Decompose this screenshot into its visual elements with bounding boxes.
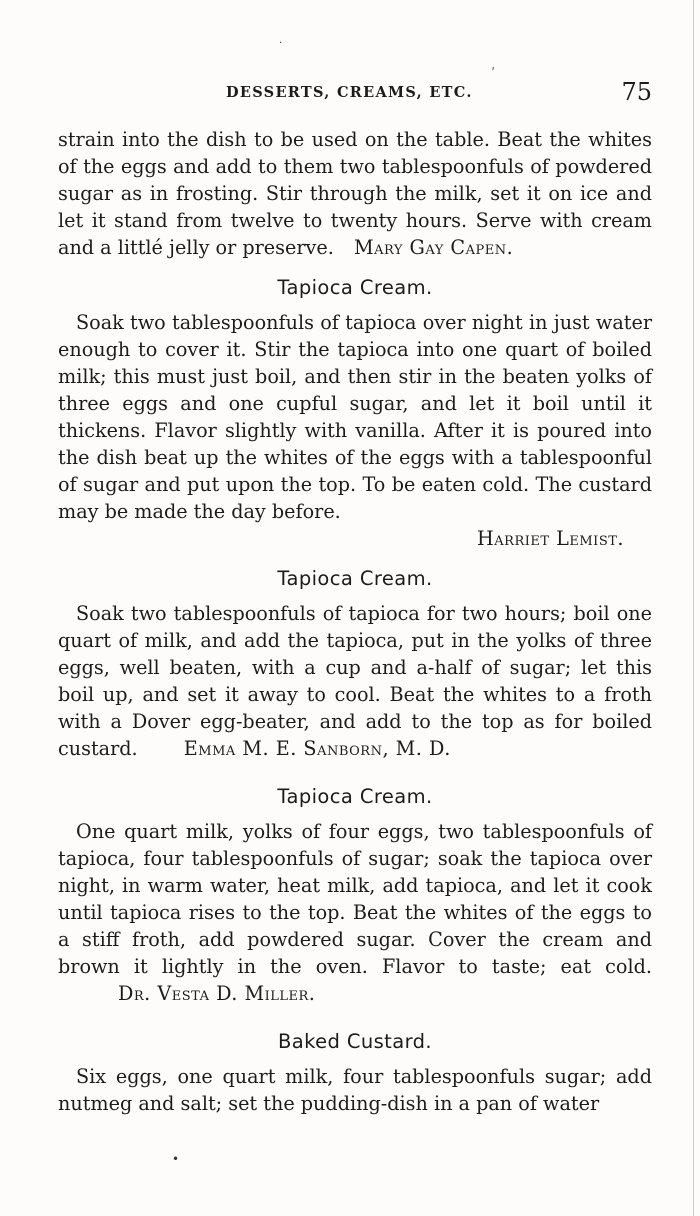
print-speck: ´ [488, 65, 503, 83]
intro-paragraph [58, 126, 652, 261]
recipe-author-line [58, 525, 652, 552]
recipe-title: Baked Custard. [277, 1030, 433, 1053]
recipe-text: Six eggs, one quart milk, four tablespoonfuls sugar; add nutmeg and salt; set the pudding-dish in a pan of water [58, 1065, 652, 1115]
recipe-author: Harriet Lemist. [477, 527, 624, 550]
intro-text: strain into the dish to be used on the table. Beat the whites of the eggs and add to them two tablespoonfuls of powdered sugar as in frosting. Stir through the milk, set it on ice and let it stand from twelve to twenty hours. Serve with cream and a littlé jelly or preserve. [58, 128, 652, 259]
intro-author: Mary Gay Capen. [353, 236, 514, 259]
recipe-text: One quart milk, yolks of four eggs, two tablespoonfuls of tapioca, four tablespoonfuls of sugar; soak the tapioca over night, in warm water, heat milk, add tapioca, and let it cook until tapioca rises to the top. Beat the whites of the eggs to a stiff froth, add powdered sugar. Cover the cream and brown it lightly in the oven. Flavor to taste; eat cold. [58, 820, 652, 978]
page-body [58, 126, 652, 1117]
page-number: 75 [621, 78, 652, 106]
recipe-title: Tapioca Cream. [277, 276, 433, 299]
recipe-paragraph [58, 600, 652, 762]
print-speck: • [172, 1152, 180, 1166]
recipe-title: Tapioca Cream. [277, 567, 433, 590]
page-header [60, 78, 656, 112]
print-speck: · [279, 38, 283, 49]
recipe-text: Soak two tablespoonfuls of tapioca over night in just water enough to cover it. Stir the tapioca into one quart of boiled milk; this must just boil, and then stir in the beaten yolks of three eggs and one cupful sugar, and let it boil until it thickens. Flavor slightly with vanilla. After it is poured into the dish beat up the whites of the eggs with a tablespoonful of sugar and put upon the top. To be eaten cold. The custard may be made the day before. [58, 311, 652, 523]
running-head: DESSERTS, CREAMS, ETC. [226, 84, 473, 101]
recipe-paragraph [58, 818, 652, 1007]
recipe-title: Tapioca Cream. [277, 785, 433, 808]
recipe-text: Soak two tablespoonfuls of tapioca for two hours; boil one quart of milk, and add the tapioca, put in the yolks of three eggs, well beaten, with a cup and a-half of sugar; let this boil up, and set it away to cool. Beat the whites to a froth with a Dover egg-beater, and add to the top as for boiled custard. [58, 602, 652, 760]
page-edge [693, 0, 694, 1216]
recipe-author: Dr. Vesta D. Miller. [118, 982, 316, 1005]
recipe-author: Emma M. E. Sanborn, M. D. [183, 737, 451, 760]
